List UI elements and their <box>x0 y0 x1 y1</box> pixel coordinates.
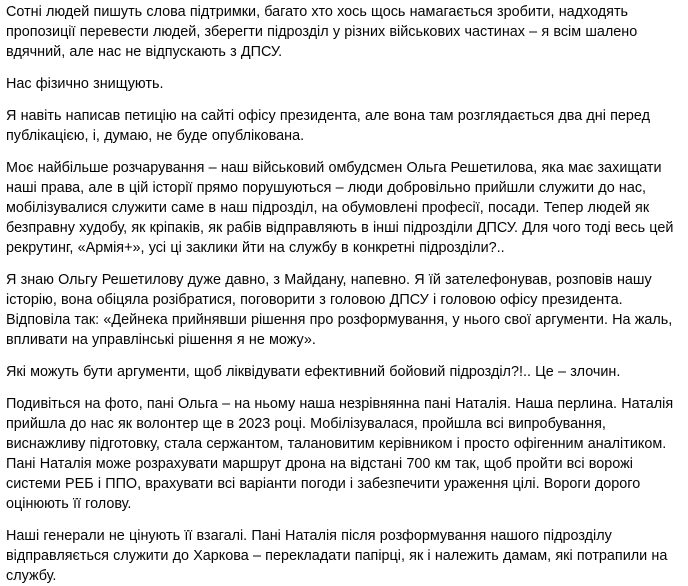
post-paragraph-3: Я навіть написав петицію на сайті офісу президента, але вона там розглядається два дні перед публікацією, і, думаю, не буде опублікована. <box>6 108 651 144</box>
post-paragraph-6: Які можуть бути аргументи, щоб ліквідувати ефективний бойовий підрозділ?!.. Це – злочин. <box>6 364 621 380</box>
post-paragraph-1: Сотні людей пишуть слова підтримки, багато хто хось щось намагається зробити, надходять пропозиції перевести людей, зберегти підрозділ у різних військових частинах – я всім шалено вдячний, але нас не відпускають з ДПСУ. <box>6 4 638 60</box>
post-paragraph-5: Я знаю Ольгу Решетилову дуже давно, з Майдану, напевно. Я їй зателефонував, розповів нашу історію, вона обіцяла розібратися, поговорити з головою ДПСУ і головою офісу президента. Відповіла так: «Дейнека прийнявши рішення про розформування, у нього свої аргументи. На жаль, впливати на управлінські рішення я не можу». <box>6 272 673 348</box>
post-paragraph-7: Подивіться на фото, пані Ольга – на ньому наша незрівнянна пані Наталія. Наша перлина. Наталія прийшла до нас як волонтер ще в 2023 році. Мобілізувалася, пройшла всі випробування, виснажливу підготовку, стала сержантом, талановитим керівником і просто офігенним аналітиком. Пані Наталія може розрахувати маршрут дрона на відстані 700 км так, щоб пройти всі ворожі системи РЕБ і ППО, врахувати всі варіанти погоди і забезпечити ураження цілі. Вороги дорого оцінюють її голову. <box>6 396 674 512</box>
post-paragraph-8: Наші генерали не цінують її взагалі. Пані Наталія після розформування нашого підрозділу відправляється служити до Харкова – перекладати папірці, як і належить дамам, які потрапили на службу. <box>6 528 668 584</box>
post-paragraph-4: Моє найбільше розчарування – наш військовий омбудсмен Ольга Решетилова, яка має захищати наші права, але в цій історії прямо порушуються – люди добровільно прийшли служити до нас, мобілізувалися служити саме в наш підрозділ, на обумовлені професії, посади. Тепер людей як безправну худобу, як кріпаків, як рабів відправляють в інші підрозділи ДПСУ. Для чого тоді весь цей рекрутинг, «Армія+», усі ці заклики йти на службу в конкретні підрозділи?.. <box>6 160 674 256</box>
post-paragraph-2: Нас фізично знищують. <box>6 76 164 92</box>
